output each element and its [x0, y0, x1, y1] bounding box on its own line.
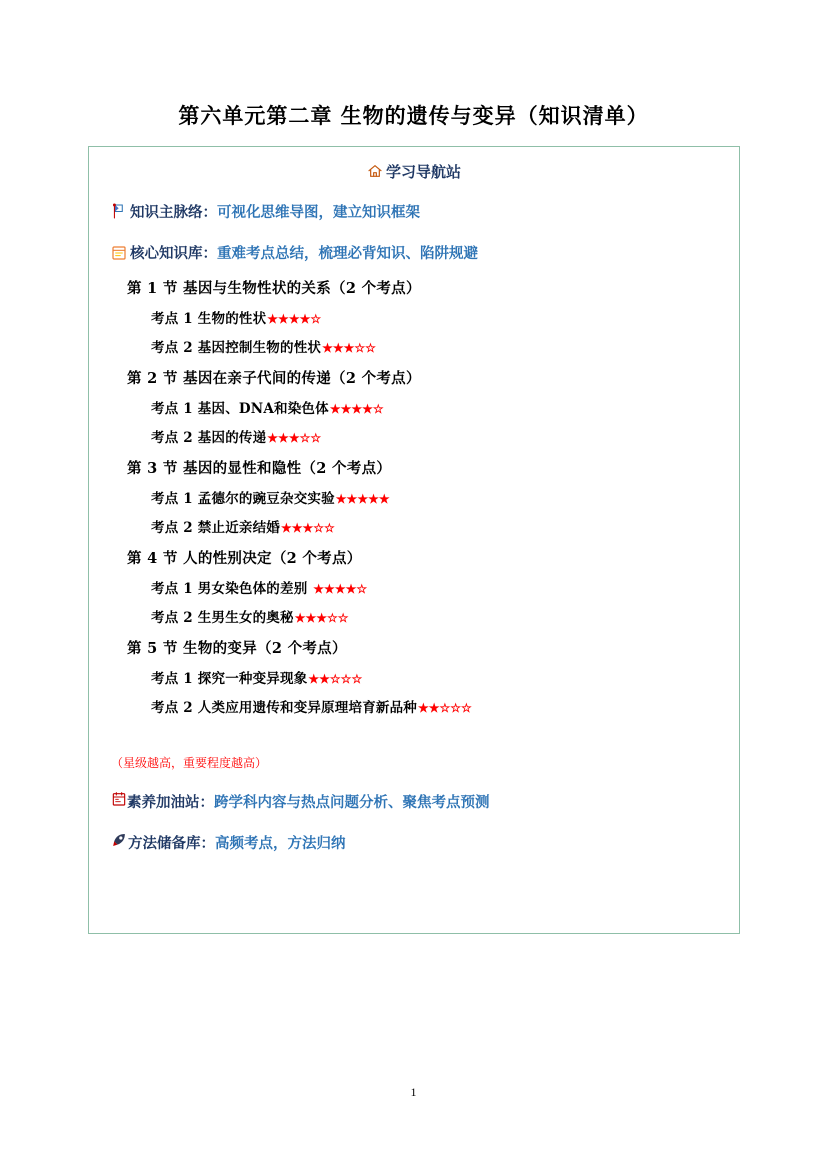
outline-point — [151, 336, 739, 356]
outline-point-text: 考点 1 基因、DNA和染色体 — [151, 401, 329, 417]
star-rating: ★★★★★ — [335, 492, 390, 506]
home-icon — [367, 163, 383, 183]
outline-section-title: 第 4 节 人的性别决定（2 个考点） — [127, 550, 362, 567]
outline-point — [151, 577, 739, 597]
outline-point-text: 考点 2 禁止近亲结婚 — [151, 520, 280, 536]
outline-section-title: 第 3 节 基因的显性和隐性（2 个考点） — [127, 460, 392, 477]
section-method-label: 方法储备库： — [128, 835, 215, 852]
section-knowledge-map — [111, 201, 739, 224]
outline-point — [151, 307, 739, 327]
section-core-knowledge — [111, 242, 739, 265]
page-title: 第六单元第二章 生物的遗传与变异（知识清单） — [178, 103, 649, 128]
outline-point — [151, 426, 739, 446]
section-literacy-desc: 跨学科内容与热点问题分析、聚焦考点预测 — [214, 794, 490, 811]
outline-point — [151, 516, 739, 536]
star-rating: ★★★★☆ — [313, 582, 368, 596]
outline-point — [151, 606, 739, 626]
star-rating: ★★☆☆☆ — [308, 672, 363, 686]
page-number: 1 — [410, 1085, 417, 1099]
section-knowledge-map-label: 知识主脉络： — [130, 204, 217, 221]
section-core-knowledge-desc: 重难考点总结，梳理必背知识、陷阱规避 — [217, 245, 478, 262]
rocket-icon — [111, 832, 128, 852]
outline-section-title: 第 5 节 生物的变异（2 个考点） — [127, 640, 347, 657]
star-rating: ★★★☆☆ — [267, 431, 322, 445]
star-rating: ★★★★☆ — [267, 312, 322, 326]
section-knowledge-map-desc: 可视化思维导图，建立知识框架 — [217, 204, 420, 221]
outline-point — [151, 487, 739, 507]
outline-point-text: 考点 1 男女染色体的差别 — [151, 581, 313, 597]
calendar-icon — [111, 791, 127, 811]
outline-point — [151, 667, 739, 687]
outline-point-text: 考点 2 基因控制生物的性状 — [151, 340, 322, 356]
star-rating: ★★★☆☆ — [322, 341, 376, 355]
star-rating: ★★★★☆ — [329, 402, 384, 416]
outline-section-title: 第 2 节 基因在亲子代间的传递（2 个考点） — [127, 370, 421, 387]
outline-point-text: 考点 2 人类应用遗传和变异原理培育新品种 — [151, 700, 417, 716]
knowledge-list-box — [88, 146, 740, 934]
outline-point-text: 考点 1 探究一种变异现象 — [151, 671, 308, 687]
map-pin-icon — [111, 203, 127, 224]
star-rating: ★★★☆☆ — [281, 521, 335, 535]
section-literacy-label: 素养加油站： — [127, 794, 214, 811]
star-rating-note: （星级越高，重要程度越高） — [111, 756, 268, 770]
section-literacy-station — [111, 791, 739, 812]
study-navigation-label: 学习导航站 — [385, 163, 461, 181]
section-method-desc: 高频考点，方法归纳 — [215, 835, 346, 852]
book-icon — [111, 245, 127, 265]
outline-point — [151, 397, 739, 417]
outline-point — [151, 696, 739, 716]
study-navigation-header — [89, 161, 739, 183]
outline-point-text: 考点 2 基因的传递 — [151, 430, 267, 446]
star-rating: ★★★☆☆ — [294, 611, 349, 625]
section-core-knowledge-label: 核心知识库： — [130, 245, 217, 262]
star-rating: ★★☆☆☆ — [418, 701, 472, 715]
outline-list — [89, 277, 739, 716]
outline-section-title: 第 1 节 基因与生物性状的关系（2 个考点） — [127, 280, 421, 297]
outline-point-text: 考点 1 生物的性状 — [151, 311, 267, 327]
outline-point-text: 考点 2 生男生女的奥秘 — [151, 610, 294, 626]
outline-point-text: 考点 1 孟德尔的豌豆杂交实验 — [151, 491, 335, 507]
section-method-library — [111, 832, 739, 853]
